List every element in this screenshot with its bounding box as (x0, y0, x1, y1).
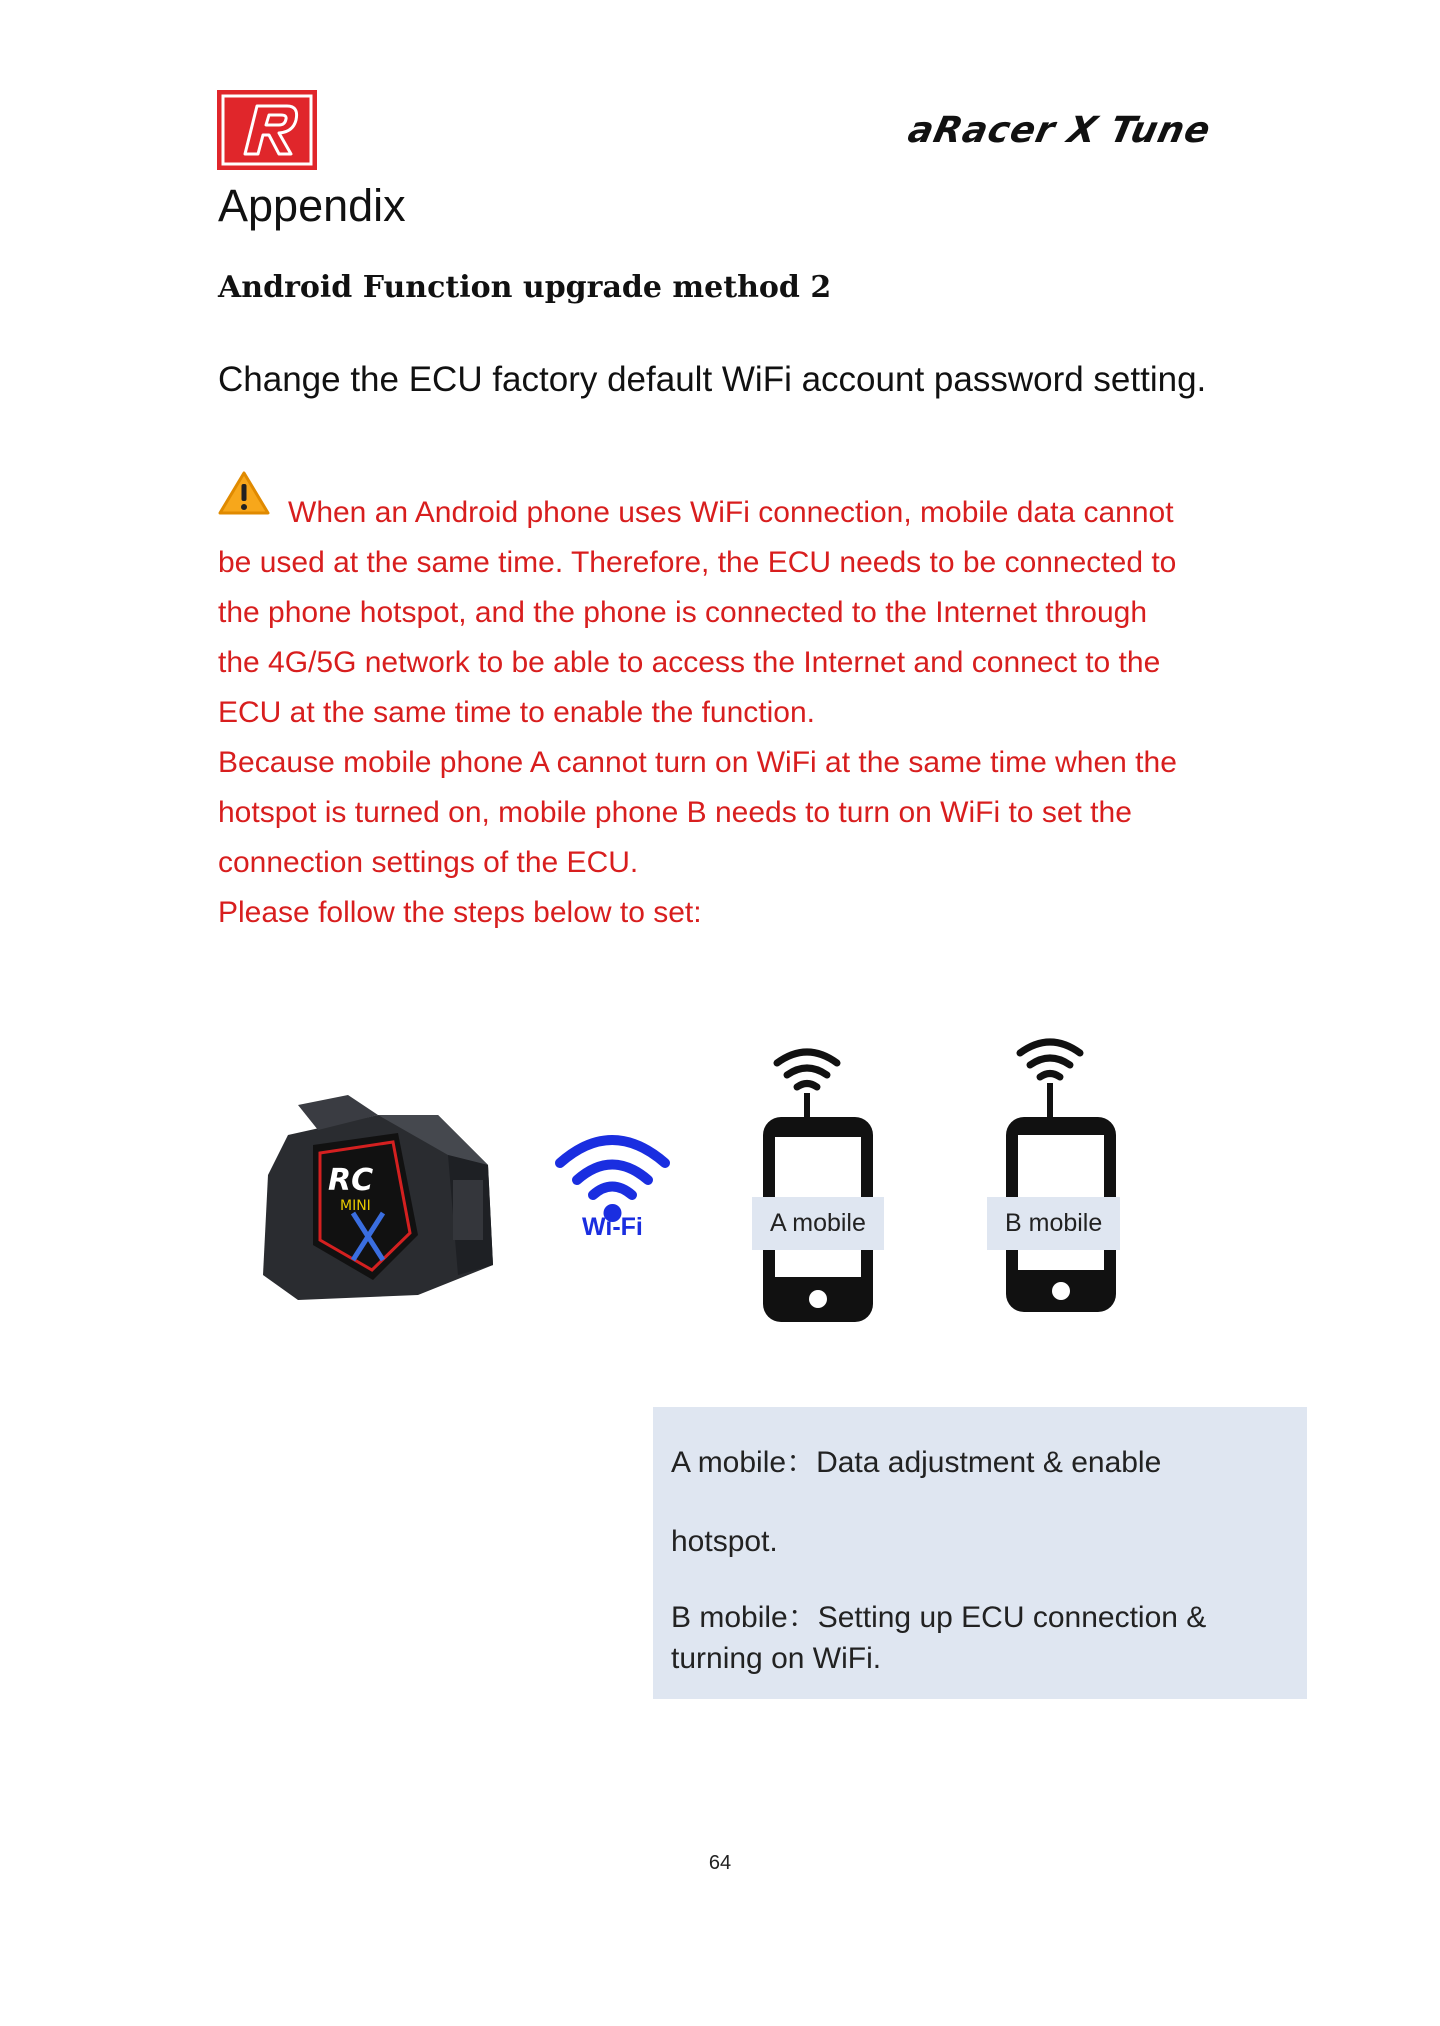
warning-line: Because mobile phone A cannot turn on WiFi at the same time when the (218, 746, 1177, 779)
info-line-b-mobile-cont: turning on WiFi. (671, 1642, 882, 1675)
section-subtitle: Android Function upgrade method 2 (218, 270, 832, 305)
svg-text:RC: RC (328, 1163, 374, 1198)
phone-b-icon (998, 1035, 1123, 1315)
intro-text: Change the ECU factory default WiFi account password setting. (218, 360, 1207, 399)
warning-line: connection settings of the ECU. (218, 846, 639, 879)
page-number: 64 (708, 1852, 732, 1874)
warning-line: the phone hotspot, and the phone is connected to the Internet through (218, 596, 1148, 629)
phone-b-label: B mobile (987, 1197, 1120, 1250)
info-box (653, 1407, 1307, 1699)
brand-name: aRacer X Tune (904, 110, 1215, 151)
wifi-label: Wi-Fi (582, 1213, 643, 1241)
warning-line: be used at the same time. Therefore, the ECU needs to be connected to (218, 546, 1177, 579)
warning-line: hotspot is turned on, mobile phone B needs to turn on WiFi to set the (218, 796, 1132, 829)
warning-text (218, 488, 1218, 938)
svg-text:MINI: MINI (340, 1198, 371, 1214)
aracer-logo-icon (217, 90, 317, 170)
warning-line: the 4G/5G network to be able to access the Internet and connect to the (218, 646, 1161, 679)
phone-a-icon (755, 1045, 880, 1325)
warning-line: When an Android phone uses WiFi connection, mobile data cannot (288, 496, 1174, 529)
page-title: Appendix (218, 180, 406, 231)
phone-a-label: A mobile (752, 1197, 884, 1250)
ecu-device-image (258, 1085, 498, 1305)
info-line-a-mobile-cont: hotspot. (671, 1525, 778, 1558)
warning-line: Please follow the steps below to set: (218, 896, 702, 929)
warning-line: ECU at the same time to enable the function. (218, 696, 815, 729)
info-line-b-mobile: B mobile：Setting up ECU connection & (671, 1601, 1207, 1634)
info-line-a-mobile: A mobile：Data adjustment & enable (671, 1446, 1162, 1479)
